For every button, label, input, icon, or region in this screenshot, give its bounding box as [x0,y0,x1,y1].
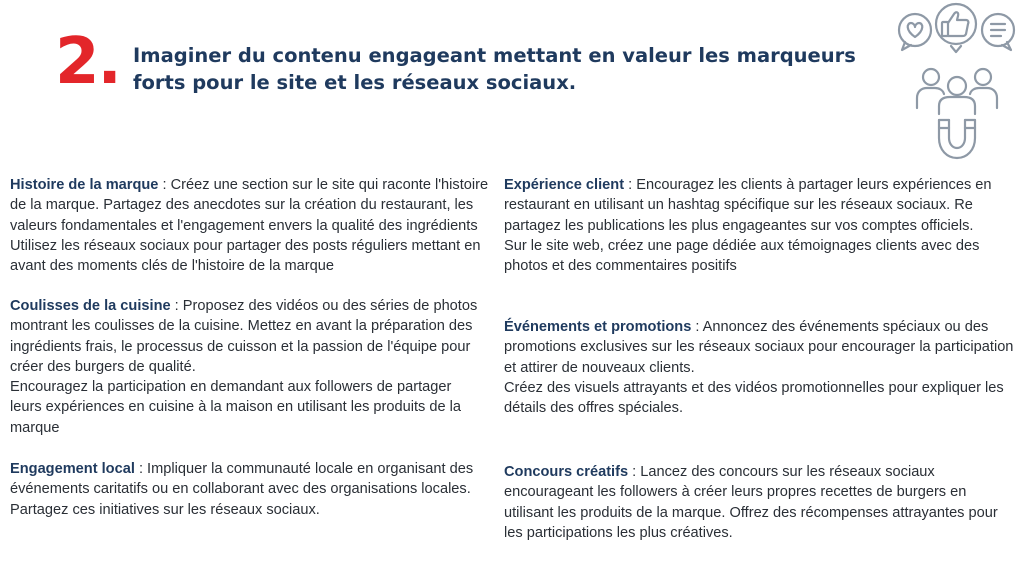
heart-bubble-icon [899,14,931,50]
section-heading: Engagement local [10,461,135,477]
people-group-icon [917,69,997,114]
section-text: utilisant les produits de la marque. Offrez des récompenses attrayantes pour [504,504,998,521]
section-text: Encouragez la participation en demandant aux followers de partager [10,379,452,396]
section-text: créer des burgers de qualité. [10,358,196,375]
section-text: détails des offres spéciales. [504,400,684,417]
section-text: marque [10,419,60,436]
section-text: les participations les plus créatives. [504,524,733,541]
section-text: valeurs fondamentales et l'engagement envers la qualité des ingrédients [10,217,478,234]
section-text: encourageant les followers à créer leurs propres recettes de burgers en [504,484,967,501]
section-text: : Annoncez des événements spéciaux ou des [691,319,989,335]
section-heading: Coulisses de la cuisine [10,298,171,314]
section-text: ingrédients frais, le processus de cuisson et la passion de l'équipe pour [10,338,471,355]
section-text: promotions exclusives sur les réseaux sociaux pour encourager la participation [504,339,1014,356]
section-concours [504,462,998,543]
section-heading: Événements et promotions [504,319,692,335]
section-text: leurs expériences en cuisine à la maison en utilisant les produits de la [10,399,462,416]
comment-bubble-icon [982,14,1014,50]
title-line-2: forts pour le site et les réseaux sociaux. [133,71,577,94]
section-text: Créez des visuels attrayants et des vidéos promotionnelles pour expliquer les [504,379,1004,396]
section-coulisses [10,296,477,438]
section-number: 2. [55,25,120,99]
section-text: montrant les coulisses de la cuisine. Mettez en avant la préparation des [10,318,473,335]
section-text: : Impliquer la communauté locale en organisant des [134,461,474,477]
social-engagement-magnet-icon [893,2,1021,164]
section-text: événements caritatifs ou en collaborant avec des organisations locales. [10,481,471,498]
magnet-icon [939,120,975,158]
section-text: : Proposez des vidéos ou des séries de photos [170,298,478,314]
section-text: Sur le site web, créez une page dédiée aux témoignages clients avec des [504,237,980,254]
page-title [133,42,856,96]
section-engagement [10,459,473,520]
section-text: partagez les publications les plus engageantes sur vos comptes officiels. [504,217,974,234]
section-text: de la marque. Partagez des anecdotes sur la création du restaurant, les [10,197,474,214]
section-text: : Lancez des concours sur les réseaux sociaux [628,464,935,480]
section-heading: Histoire de la marque [10,177,159,193]
section-text: : Créez une section sur le site qui raconte l'histoire [158,177,489,193]
section-text: Utilisez les réseaux sociaux pour partager des posts réguliers mettant en [10,237,481,254]
section-text: Partagez ces initiatives sur les réseaux sociaux. [10,501,320,518]
section-experience [504,175,992,276]
section-heading: Concours créatifs [504,464,629,480]
section-text: photos et des commentaires positifs [504,258,737,275]
title-line-1: Imaginer du contenu engageant mettant en valeur les marqueurs [133,44,856,67]
thumbs-up-bubble-icon [936,4,976,52]
section-text: avant des moments clés de l'histoire de la marque [10,258,335,275]
section-histoire [10,175,488,276]
section-text: et attirer de nouveaux clients. [504,359,695,376]
section-text: restaurant en utilisant un hashtag spécifique sur les réseaux sociaux. Re [504,197,973,214]
section-evenements [504,317,1013,418]
section-text: : Encouragez les clients à partager leurs expériences en [624,177,992,193]
section-heading: Expérience client [504,177,625,193]
